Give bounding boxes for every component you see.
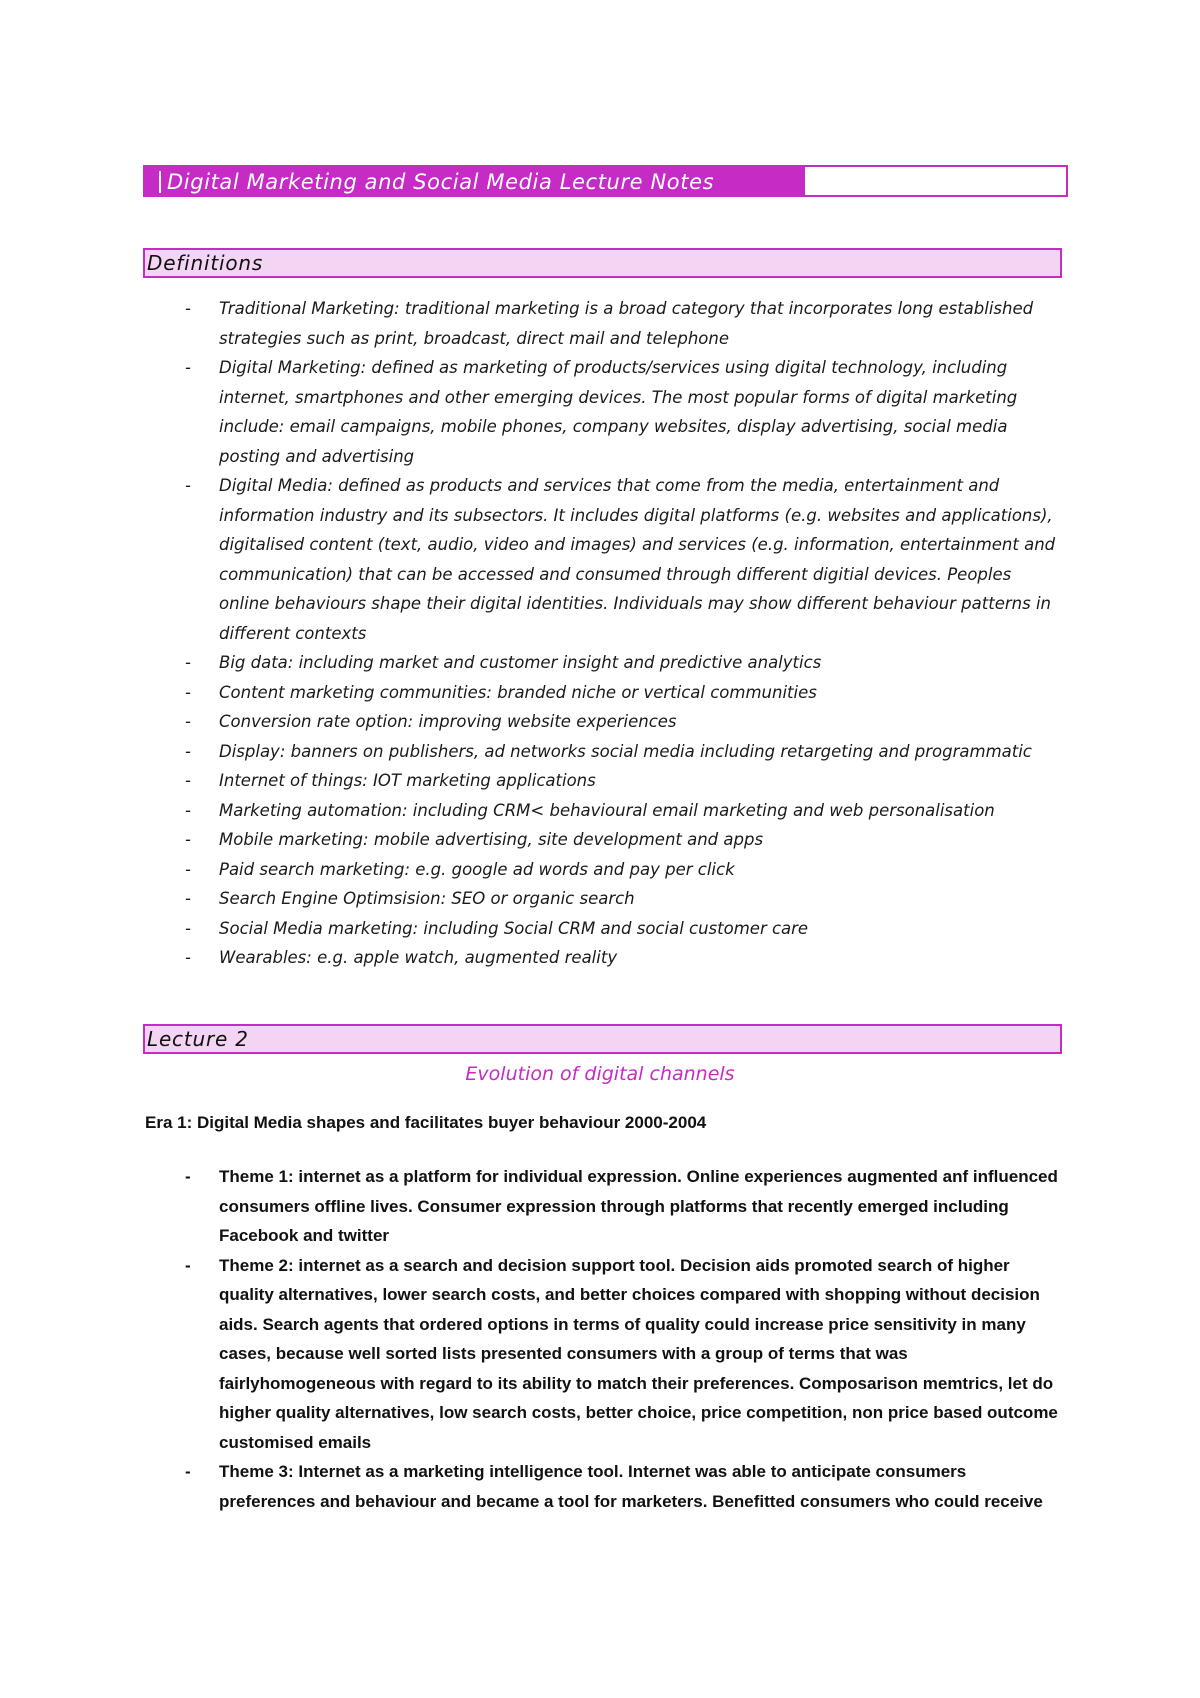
list-item: - Wearables: e.g. apple watch, augmented reality — [185, 948, 618, 967]
list-item: - Digital Media: defined as products and services that come from the media, entertainment and information industry and its subsectors. It includes digital platforms (e.g. websites and applications), digitalised content (text, audio, video and images) and services (e.g. information, entertainment and communication) that can be accessed and consumed through different digitial devices. Peoples online behaviours shape their digital identities. Individuals may show different behaviour patterns in different contexts — [185, 476, 1056, 643]
lecture2-subtitle: Evolution of digital channels — [465, 1063, 735, 1085]
list-item: - Digital Marketing: defined as marketing of products/services using digital technology, including internet, smartphones and other emerging devices. The most popular forms of digital marketing include: email campaigns, mobile phones, company websites, display advertising, social media posting and advertising — [185, 358, 1018, 466]
list-item: - Internet of things: IOT marketing applications — [185, 771, 596, 790]
list-item: - Mobile marketing: mobile advertising, site development and apps — [185, 830, 764, 849]
title-bar-mark — [159, 171, 161, 193]
list-item: - Social Media marketing: including Social CRM and social customer care — [185, 918, 809, 938]
definitions-list — [185, 294, 1065, 973]
list-item: - Big data: including market and customer insight and predictive analytics — [185, 653, 822, 672]
list-item: - Theme 1: internet as a platform for individual expression. Online experiences augmented anf influenced consumers offline lives. Consumer expression through platforms that recently emerged including Facebook and twitter — [185, 1167, 1058, 1245]
list-item: - Search Engine Optimsision: SEO or organic search — [185, 889, 635, 908]
list-item: - Marketing automation: including CRM< behavioural email marketing and web personalisation — [185, 800, 995, 820]
lecture2-heading-box — [143, 1024, 1062, 1054]
list-item: - Traditional Marketing: traditional marketing is a broad category that incorporates long established strategies such as print, broadcast, direct mail and telephone — [185, 299, 1034, 348]
document-title: Digital Marketing and Social Media Lecture Notes — [167, 170, 715, 194]
list-item: - Paid search marketing: e.g. google ad words and pay per click — [185, 859, 735, 879]
list-item: - Display: banners on publishers, ad networks social media including retargeting and programmatic — [185, 741, 1032, 761]
document-title-box — [143, 165, 1068, 197]
list-item: - Content marketing communities: branded niche or vertical communities — [185, 682, 817, 702]
list-item: - Theme 3: Internet as a marketing intelligence tool. Internet was able to anticipate consumers preferences and behaviour and became a tool for marketers. Benefitted consumers who could receive — [185, 1462, 1043, 1511]
themes-list — [185, 1162, 1065, 1516]
definitions-heading-box — [143, 248, 1062, 278]
list-item: - Conversion rate option: improving website experiences — [185, 712, 677, 731]
lecture2-heading: Lecture 2 — [147, 1027, 249, 1051]
title-banner — [145, 167, 805, 195]
definitions-heading: Definitions — [147, 251, 264, 275]
list-item: - Theme 2: internet as a search and decision support tool. Decision aids promoted search of higher quality alternatives, lower search costs, and better choices compared with shopping without decision aids. Search agents that ordered options in terms of quality could increase price sensitivity in many cases, because well sorted lists presented consumers with a group of terms that was fairlyhomogeneous with regard to its ability to match their preferences. Composarison memtrics, let do higher quality alternatives, low search costs, better choice, price competition, non price based outcome customised emails — [185, 1255, 1058, 1452]
era-heading: Era 1: Digital Media shapes and facilitates buyer behaviour 2000-2004 — [145, 1113, 707, 1132]
